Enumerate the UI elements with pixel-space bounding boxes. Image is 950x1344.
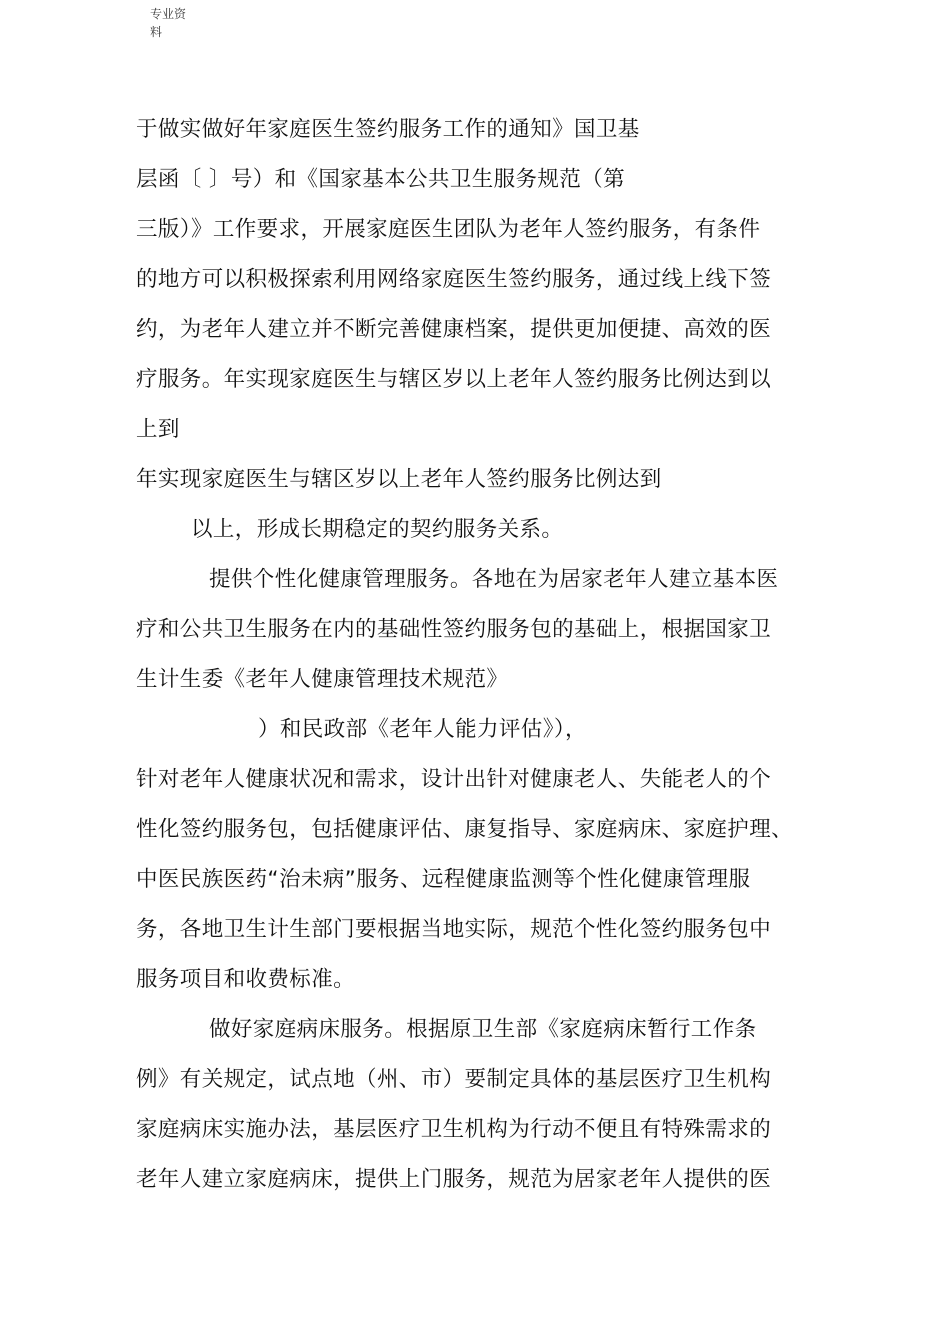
text-line: 于做实做好年家庭医生签约服务工作的通知》国卫基 xyxy=(136,117,640,142)
text-line: 生计生委《老年人健康管理技术规范》 xyxy=(136,667,509,692)
text-line: 疗服务。年实现家庭医生与辖区岁以上老年人签约服务比例达到以 xyxy=(136,367,772,392)
text-line: 约，为老年人建立并不断完善健康档案，提供更加便捷、高效的医 xyxy=(136,317,772,342)
header-note-line: 料 xyxy=(150,25,163,39)
text-line: 的地方可以积极探索利用网络家庭医生签约服务，通过线上线下签 xyxy=(136,267,772,292)
paragraph-start-line: 提供个性化健康管理服务。各地在为居家老年人建立基本医 xyxy=(209,567,779,592)
text-line: 中医民族医药“治未病”服务、远程健康监测等个性化健康管理服 xyxy=(136,867,751,892)
text-line: ）和民政部《老年人能力评估》）， xyxy=(258,717,587,742)
text-line: 以上，形成长期稳定的契约服务关系。 xyxy=(191,517,564,542)
text-line: 老年人建立家庭病床，提供上门服务，规范为居家老年人提供的医 xyxy=(136,1167,772,1192)
paragraph-start-line: 做好家庭病床服务。根据原卫生部《家庭病床暂行工作条 xyxy=(209,1017,757,1042)
text-line: 三版）》工作要求，开展家庭医生团队为老年人签约服务，有条件 xyxy=(136,217,761,242)
text-line: 家庭病床实施办法，基层医疗卫生机构为行动不便且有特殊需求的 xyxy=(136,1117,772,1142)
text-line: 层函〔 〕号）和《国家基本公共卫生服务规范（第 xyxy=(136,167,626,192)
text-line: 性化签约服务包，包括健康评估、康复指导、家庭病床、家庭护理、 xyxy=(136,817,794,842)
text-line: 针对老年人健康状况和需求，设计出针对健康老人、失能老人的个 xyxy=(136,767,772,792)
text-line: 疗和公共卫生服务在内的基础性签约服务包的基础上，根据国家卫 xyxy=(136,617,772,642)
text-line: 年实现家庭医生与辖区岁以上老年人签约服务比例达到 xyxy=(136,467,662,492)
header-note-line: 专业资 xyxy=(150,7,187,21)
text-line: 务，各地卫生计生部门要根据当地实际，规范个性化签约服务包中 xyxy=(136,917,772,942)
header-note xyxy=(150,5,186,41)
text-line: 上到 xyxy=(136,417,180,442)
text-line: 服务项目和收费标准。 xyxy=(136,967,356,992)
text-line: 例》有关规定，试点地（州、市）要制定具体的基层医疗卫生机构 xyxy=(136,1067,772,1092)
